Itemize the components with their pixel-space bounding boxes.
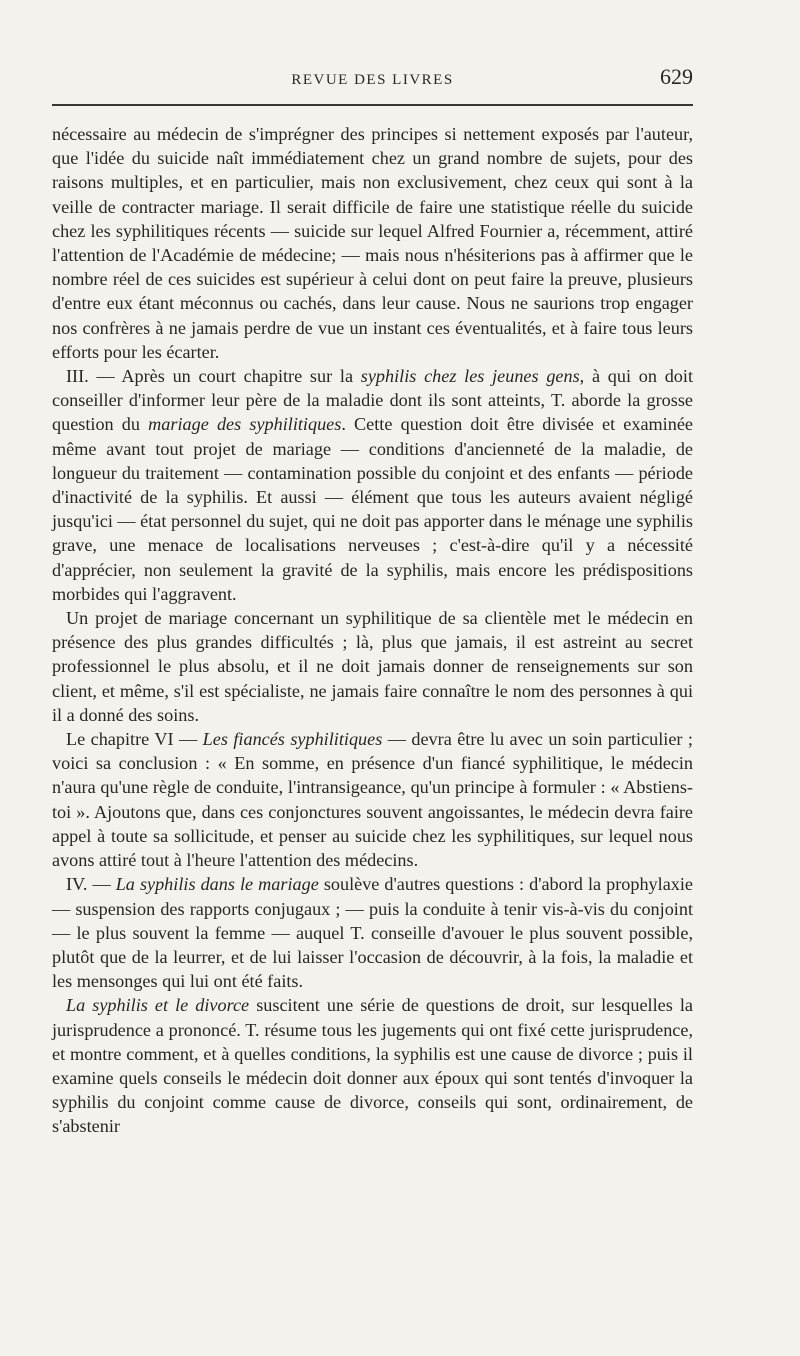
body-text	[52, 122, 693, 1139]
paragraph	[52, 993, 693, 1138]
paragraph-text: — devra être lu avec un soin particulier ; voici sa conclusion : « En somme, en présence d'un fiancé syphilitique, le médecin n'aura qu'une règle de conduite, l'intransigeance, qu'un principe à formuler : « Abstiens-toi ». Ajoutons que, dans ces conjonctures souvent angoissantes, le médecin devra faire appel à toute sa sollicitude, et penser au suicide chez les syphilitiques, sur lequel nous avons attiré tout à l'heure l'attention des médecins.	[52, 729, 693, 871]
page-number: 629	[660, 64, 693, 89]
italic-title: La syphilis dans le mariage	[115, 874, 319, 895]
paragraph	[52, 364, 693, 606]
page-header	[52, 64, 693, 98]
running-title: REVUE DES LIVRES	[291, 72, 454, 88]
paragraph-text: , à qui on doit conseiller d'informer leur père de la maladie dont ils sont atteints, T. aborde la grosse question du	[52, 366, 693, 435]
paragraph-text: . Cette question doit être divisée et examinée même avant tout projet de mariage — conditions d'ancienneté de la maladie, de longueur du traitement — contamination possible du conjoint et des enfants — période d'inactivité de la syphilis. Et aussi — élément que tous les auteurs avaient négligé jusqu'ici — état personnel du sujet, qui ne doit pas apporter dans le ménage une syphilis grave, une menace de localisations nerveuses ; c'est-à-dire qu'il y a nécessité d'apprécier, non seulement la gravité de la syphilis, mais encore les prédispositions morbides qui l'aggravent.	[52, 414, 693, 604]
paragraph-text: IV. —	[66, 874, 116, 895]
italic-title: La syphilis et le divorce	[66, 995, 250, 1016]
paragraph	[52, 727, 693, 872]
paragraph-text: Un projet de mariage concernant un syphilitique de sa clientèle met le médecin en présence des plus grandes difficultés ; là, plus que jamais, il est astreint au secret professionnel le plus absolu, et il ne doit jamais donner de renseignements sur son client, et même, s'il est spécialiste, ne jamais faire connaître le nom des personnes à qui il a donné des soins.	[52, 608, 693, 725]
italic-title: mariage des syphilitiques	[148, 414, 342, 435]
paragraph-text: soulève d'autres questions : d'abord la prophylaxie — suspension des rapports conjugaux ; — puis la conduite à tenir vis-à-vis du conjoint — le plus souvent la femme — auquel T. conseille d'avouer le plus souvent possible, plutôt que de la leurrer, et de lui laisser l'occasion de découvrir, à la fois, la maladie et les mensonges qui lui ont été faits.	[52, 874, 693, 992]
paragraph	[52, 122, 693, 364]
italic-title: Les fiancés syphilitiques	[202, 729, 383, 750]
paragraph	[52, 606, 693, 727]
paragraph-text: III. — Après un court chapitre sur la	[66, 366, 361, 387]
paragraph-text: nécessaire au médecin de s'imprégner des principes si nettement exposés par l'auteur, que l'idée du suicide naît immédiatement chez un grand nombre de sujets, pour des raisons multiples, et en particulier, mais non exclusivement, chez ceux qui sont à la veille de contracter mariage. Il serait difficile de faire une statistique réelle du suicide chez les syphilitiques récents — suicide sur lequel Alfred Fournier a, récemment, attiré l'attention de l'Académie de médecine; — mais nous n'hésiterions pas à affirmer que le nombre réel de ces suicides est supérieur à celui dont on peut faire la preuve, plusieurs d'entre eux étant méconnus ou cachés, dans leur cause. Nous ne saurions trop engager nos confrères à ne jamais perdre de vue un instant ces éventualités, et à faire tous leurs efforts pour les écarter.	[52, 124, 693, 362]
paragraph	[52, 872, 693, 993]
italic-title: syphilis chez les jeunes gens	[360, 366, 580, 387]
header-rule	[52, 104, 693, 106]
paragraph-text: suscitent une série de questions de droit, sur lesquelles la jurisprudence a prononcé. T. résume tous les jugements qui ont fixé cette jurisprudence, et montre comment, et à quelles conditions, la syphilis est une cause de divorce ; puis il examine quels conseils le médecin doit donner aux époux qui sont tentés d'invoquer la syphilis du conjoint comme cause de divorce, conseils qui sont, ordinairement, de s'abstenir	[52, 995, 693, 1137]
paragraph-text: Le chapitre VI —	[66, 729, 203, 750]
